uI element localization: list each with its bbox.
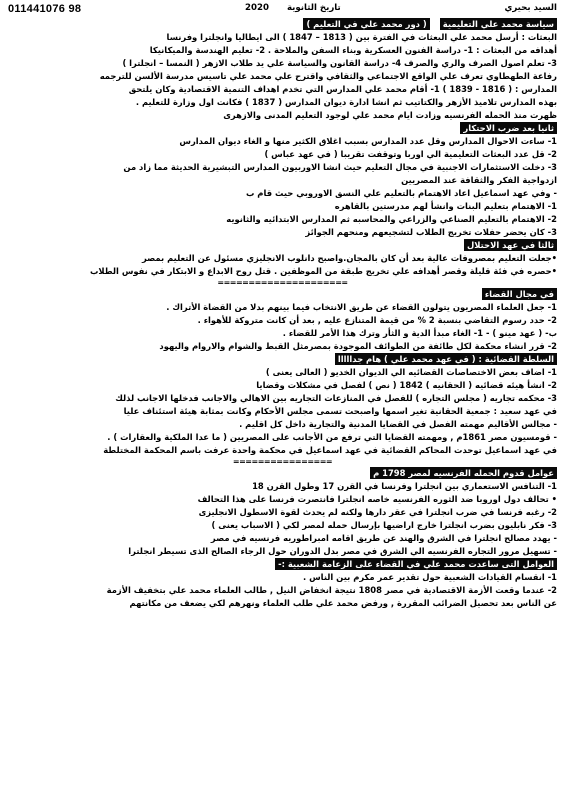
text-line: 2- رغبه فرنسا في ضرب انجلترا في عقر دارها ولكنه لم يحدث لقوة الاسطول الانجليزى <box>198 507 557 517</box>
text-line: • تحالف دول اوروبا ضد الثوره الفرنسيه خاصه انجلترا فانتصرت فرنسا على هذا التحالف <box>197 494 557 504</box>
author-name: السيد بحيري <box>504 3 557 13</box>
text-line <box>8 558 557 571</box>
text-line: 1- اضاف بعض الاختصاصات القضائيه الي الديوان الخديو ( العالى يعنى ) <box>265 367 557 377</box>
text-line: 3- دخلت الاستثمارات الاجنبية في مجال التعليم حيث انشا الاوربيون المدارس التبشيرية الحديثة مما زاد من <box>123 162 557 172</box>
text-line: في عهد سعيد : جمعية الحقانية تغير اسمها واصبحت تسمى مجلس الأحكام وكانت بمثابة هيئة استئناف عليا <box>123 406 557 416</box>
section-heading: عوامل قدوم الحمله الفرنسيه لمصر 1798 م <box>370 467 557 479</box>
text-line: 3- كان يحضر حفلات تخريج الطلاب لتشجيعهم ومنحهم الجوائز <box>305 227 557 237</box>
section-heading: العوامل التى ساعدت محمد علي في القضاء على الزعامة الشعبية :- <box>275 558 557 570</box>
main-title: سياسة محمد علي التعليمية <box>440 18 557 30</box>
text-line <box>8 467 557 480</box>
text-line: 2- قرر انشاء محكمة لكل طائفة من الطوائف الموجودة بمصرمثل القبط والشوام والاروام واليهود <box>159 341 557 351</box>
text-line: 3- تعلم اصول الصرف والري والصرف 4- دراسة القانون والسياسة علي يد طلاب الازهر ( النمسا – انجلترا ) <box>122 58 557 68</box>
text-line: 3- فكر نابليون بضرب انجلترا خارج اراضيها بإرسال حمله لمصر لكي ( الاسباب يعنى ) <box>211 520 557 530</box>
section-french-campaign <box>8 467 557 610</box>
text-line: 3- محكمه تجاريه ( مجلس التجاره ) للفصل في المنازعات التجاريه بين الاهالي والاجانب فدخلها الاجانب لذلك <box>115 393 557 403</box>
title-row <box>8 17 557 31</box>
subject-label: تاريخ الثانوية <box>286 3 341 13</box>
separator-1: ===================== <box>217 278 348 287</box>
text-line: بهذه المدارس تلاميذ الأزهر والكتاتيب ثم انشا ادارة ديوان المدارس ( 1837 ) فكانت اول وزارة للتعليم . <box>135 97 557 107</box>
year-label: 2020 <box>245 3 269 13</box>
section-heading: ثالثا في عهد الاحتلال <box>464 239 557 251</box>
text-line: 2- انشأ هيئه قضائيه ( الحقانيه ) 1842 ( نص ) لفصل في مشكلات وقضايا <box>256 380 557 390</box>
section-heading: في مجال القضاء <box>482 288 557 300</box>
text-line: - يهدد مصالح انجلترا في الشرق والهند عن طريق اقامه امبراطوريه فرنسيه في مصر <box>210 533 557 543</box>
text-line: أهدافه من البعثات : 1- دراسة الفنون العسكرية وبناء السفن والملاحة . 2- تعليم الهندسة والميكانيكا <box>149 45 557 55</box>
text-line: ازدواجية الفكر والثقافة عند المصريين <box>401 175 557 185</box>
text-line: 2- الاهتمام بالتعليم الصناعي والزراعي والمحاسبه ثم المدارس الابتدائيه والثانويه <box>226 214 557 224</box>
section-heading: السلطة القضائية : ( في عهد محمد علي ) هام جدااااا <box>335 353 557 365</box>
phone-number: 011441076 98 <box>8 3 82 15</box>
text-line: عن الناس بعد تحصيل الضرائب المقررة , ورفض محمد علي طلب العلماء ونهرهم لكي يضعف من مكانتهم <box>129 598 557 608</box>
text-line: •حصره في فئة قليلة وقصر أهدافه علي تخريج طبقة من الموظفين . قتل روح الابداع و الابتكار في نفوس الطلاب <box>89 266 557 276</box>
section-heading: ثانيا بعد ضرب الاحتكار <box>460 122 557 134</box>
section-education <box>8 31 557 278</box>
section-judiciary <box>8 288 557 457</box>
text-line: البعثات : أرسل محمد علي البعثات في الفترة بين ( 1813 – 1847 ) الى ايطاليا وانجلترا وفرنسا <box>166 32 557 42</box>
role-subtitle: ( دور محمد علي في التعليم ) <box>303 18 429 30</box>
text-line: 1- جعل العلماء المصريون يتولون القضاء عن طريق الانتخاب فيما بينهم بدلا من القضاة الأتراك . <box>166 302 557 312</box>
text-line <box>8 122 557 135</box>
text-line: - قومسيون مصر 1861م , ومهمته القضايا التي ترفع من الأجانب على المصريين ( ما عدا الملكية والعقارات ) . <box>107 432 557 442</box>
separator-2: ================ <box>232 457 333 466</box>
text-line: 1- ساءت الاحوال المدارس وقل عدد المدارس بسبب اغلاق الكثير منها و الغاء ديوان المدارس <box>179 136 557 146</box>
text-line <box>8 239 557 252</box>
text-line: 2- قل عدد البعثات التعليمية الي اوربا وتوقفت تقريبا ( في عهد عباس ) <box>264 149 557 159</box>
text-line: رفاعة الطهطاوي تعرف علي الواقع الاجتماعي والثقافي واقترح علي محمد علي تاسيس مدرسة الألسن للترجمه <box>99 71 557 81</box>
text-line: ب- ( عهد مينو ) - 1- الغاء مبدأ الدية و الثأر وترك هذا الأمر للقضاء . <box>282 328 557 338</box>
text-line: 1- انقسام القيادات الشعبية حول تقدير عمر مكرم بين الناس . <box>303 572 557 582</box>
text-line: ظهرت منذ الحمله الفرنسيه وزادت ايام محمد علي لوجود التعليم المدنى والازهرى <box>223 110 557 120</box>
text-line: - تسهيل مرور التجاره الفرنسيه الي الشرق في مصر بدل الدوران حول الرجاء الصالح الذى تسيطر انجلترا <box>128 546 557 556</box>
text-line: 2- عندما وقعت الأزمة الاقتصادية في مصر 1808 نتيجة انخفاض النيل , طالب العلماء محمد علي بتخفيف الأزمة <box>106 585 557 595</box>
text-line: 2- حدد رسوم التقاضي بنسبة 2 % من قيمة المتنازع عليه , بعد أن كانت متروكة للأهواء . <box>197 315 557 325</box>
page-header <box>8 4 557 17</box>
text-line: 1- التنافس الاستعماري بين انجلترا وفرنسا في القرن 17 وطول القرن 18 <box>252 481 557 491</box>
text-line: في عهد اسماعيل توحدت المحاكم القضائية في عهد اسماعيل في محكمة واحدة عرفت باسم المحكمة المختلطة <box>103 445 557 455</box>
text-line <box>8 353 557 366</box>
text-line: - وفي عهد اسماعيل اعاد الاهتمام بالتعليم علي النسق الاوروبي حيث قام ب <box>245 188 557 198</box>
text-line: - مجالس الأقاليم مهمته الفصل في القضايا المدنية والتجارية داخل كل اقليم . <box>239 419 557 429</box>
text-line: المدارس : ( 1816 - 1839 ) 1- أقام محمد علي المدارس التي تخدم اهداف التنمية الاقتصادية وكان يلتحق <box>128 84 557 94</box>
text-line: 1- الاهتمام بتعليم البنات وانشأ لهم مدرستين بالقاهره <box>334 201 557 211</box>
text-line: •جعلت التعليم بمصروفات عالية بعد أن كان بالمجان.واصبح دانلوب الانجليزي مسئول عن التعليم بمصر <box>141 253 557 263</box>
text-line <box>8 288 557 301</box>
